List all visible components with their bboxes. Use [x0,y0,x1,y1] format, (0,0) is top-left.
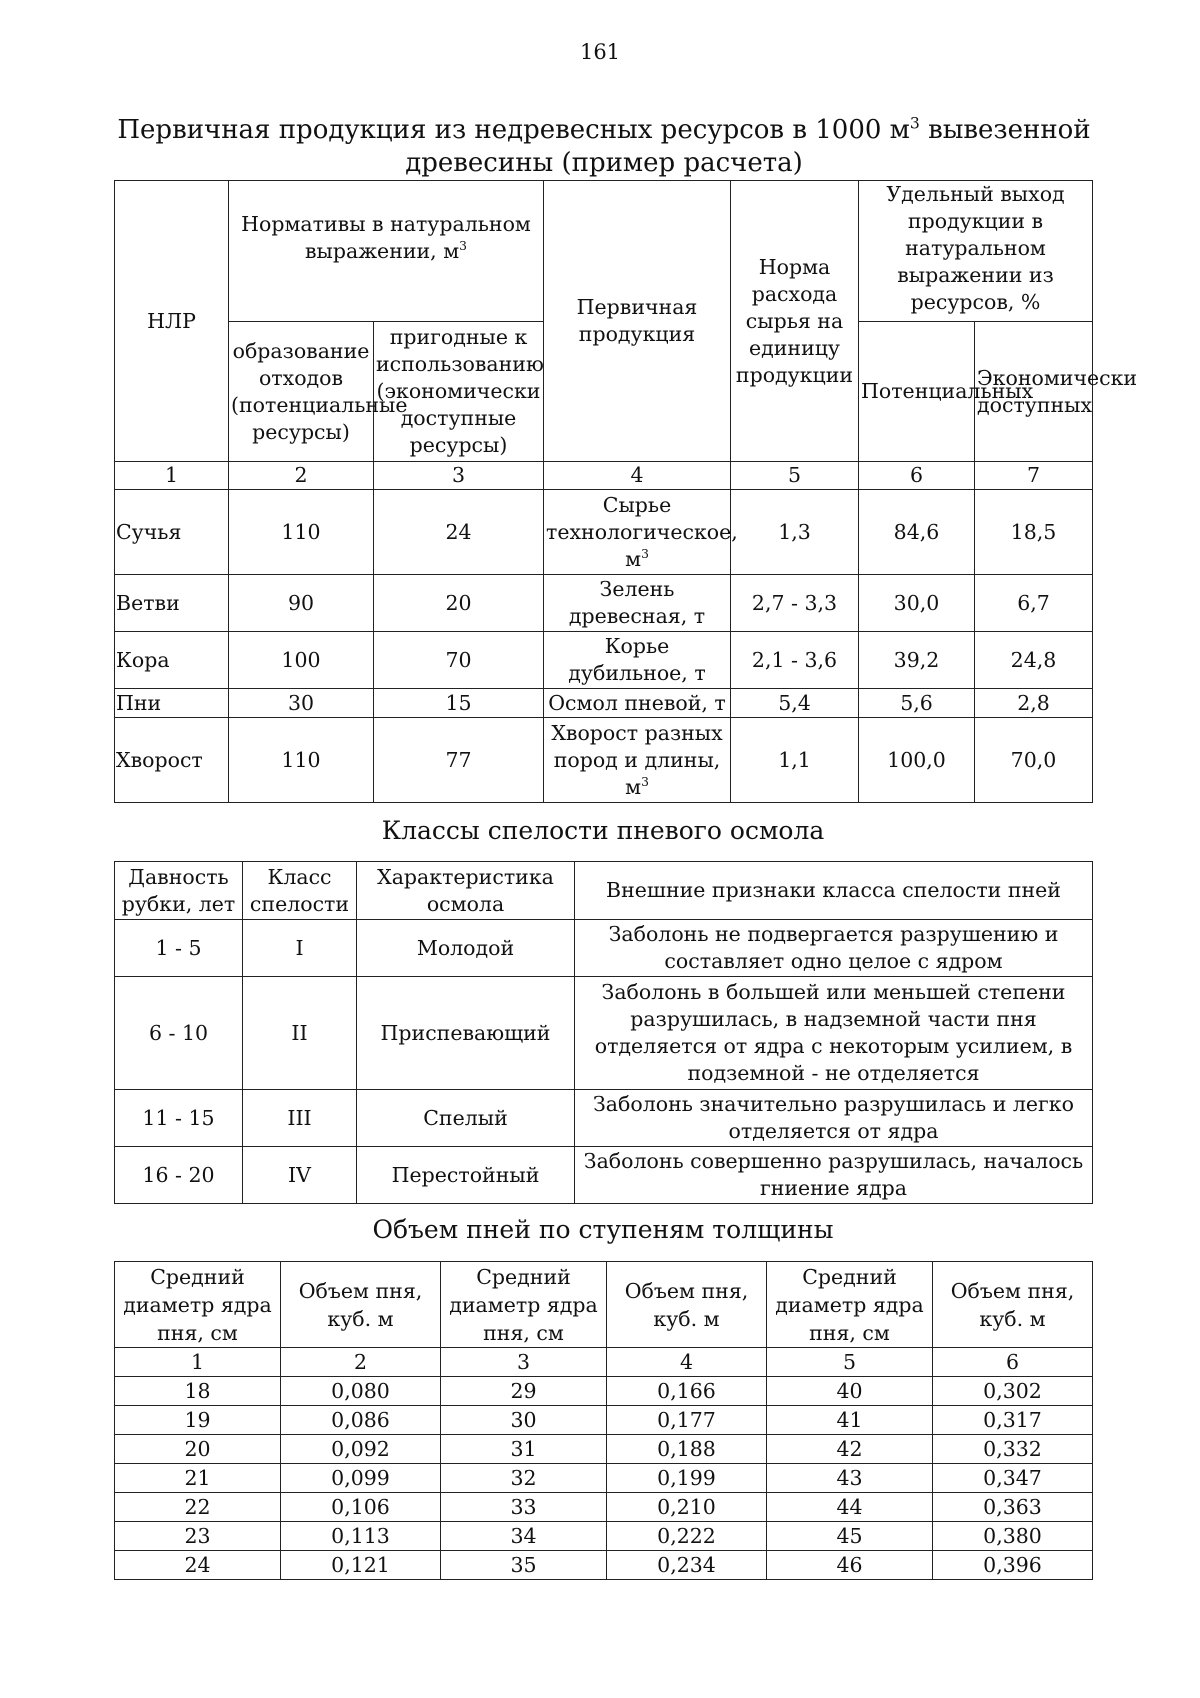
cell-volume: 0,210 [607,1493,767,1522]
table-row [115,490,1093,575]
cell-volume: 0,177 [607,1406,767,1435]
cell-economic: 2,8 [975,689,1093,718]
cell-signs: Заболонь не подвергается разрушению и составляет одно целое с ядром [575,920,1093,977]
cell-product-text: Хворост разных пород и длины, м [551,720,723,799]
table-row [115,575,1093,632]
table1-title [114,114,1094,180]
cell-volume: 0,380 [933,1522,1093,1551]
header-normatives-text: Нормативы в натуральном выражении, м [241,212,531,263]
header-economic: Экономически доступных [975,322,1093,462]
cell-diameter: 34 [441,1522,607,1551]
cell-volume: 0,092 [281,1435,441,1464]
cell-product: Осмол пневой, т [544,689,731,718]
cell-usable: 20 [374,575,544,632]
cell-characteristic: Приспевающий [357,977,575,1090]
table-row [115,1435,1093,1464]
cell-age: 6 - 10 [115,977,243,1090]
cell-volume: 0,113 [281,1522,441,1551]
cell-age: 16 - 20 [115,1147,243,1204]
cell-diameter: 33 [441,1493,607,1522]
cell-age: 1 - 5 [115,920,243,977]
maturity-classes-table [114,861,1093,1204]
cell-nlr: Сучья [115,490,229,575]
table-row [115,1464,1093,1493]
cell-economic: 24,8 [975,632,1093,689]
cell-volume: 0,363 [933,1493,1093,1522]
header-volume: Объем пня, куб. м [933,1262,1093,1348]
cell-rate: 1,1 [731,718,859,803]
cell-rate: 5,4 [731,689,859,718]
table-row [115,689,1093,718]
cell-volume: 0,121 [281,1551,441,1580]
header-waste: образование отходов (потенциальные ресурсы) [229,322,374,462]
cell-volume: 0,222 [607,1522,767,1551]
cell-diameter: 32 [441,1464,607,1493]
cell-diameter: 46 [767,1551,933,1580]
table-row [115,920,1093,977]
cell-characteristic: Перестойный [357,1147,575,1204]
table-row [115,1147,1093,1204]
cell-economic: 6,7 [975,575,1093,632]
cell-product: Зелень древесная, т [544,575,731,632]
cell-diameter: 45 [767,1522,933,1551]
table1-title-line1: Первичная продукция из недревесных ресурсов в 1000 м [117,115,910,145]
table-row [115,1377,1093,1406]
cell-usable: 77 [374,718,544,803]
cell-age: 11 - 15 [115,1090,243,1147]
cell-class: IV [243,1147,357,1204]
cell-volume: 0,317 [933,1406,1093,1435]
cell-class: III [243,1090,357,1147]
cell-volume: 0,099 [281,1464,441,1493]
table-row [115,1551,1093,1580]
page-number: 161 [579,40,621,64]
cell-waste: 100 [229,632,374,689]
cell-waste: 110 [229,718,374,803]
col-number: 1 [115,462,229,490]
table-row [115,1493,1093,1522]
cell-diameter: 40 [767,1377,933,1406]
stump-volume-body [115,1377,1093,1580]
cell-diameter: 20 [115,1435,281,1464]
cell-product: Корье дубильное, т [544,632,731,689]
cell-nlr: Ветви [115,575,229,632]
cell-volume: 0,347 [933,1464,1093,1493]
table3-title: Объем пней по ступеням толщины [372,1215,834,1244]
table-row [115,632,1093,689]
col-number: 1 [115,1348,281,1377]
cell-product-sup: 3 [641,774,649,789]
cell-class: II [243,977,357,1090]
header-normatives [229,181,544,322]
cell-waste: 90 [229,575,374,632]
table-row [115,977,1093,1090]
table-row [115,1406,1093,1435]
cell-diameter: 18 [115,1377,281,1406]
cell-nlr: Хворост [115,718,229,803]
table-row [115,718,1093,803]
cell-diameter: 35 [441,1551,607,1580]
cell-characteristic: Спелый [357,1090,575,1147]
table-row [115,1522,1093,1551]
col-number: 7 [975,462,1093,490]
header-yield: Удельный выход продукции в натуральном выражении из ресурсов, % [859,181,1093,322]
col-number: 4 [607,1348,767,1377]
cell-diameter: 23 [115,1522,281,1551]
cell-diameter: 44 [767,1493,933,1522]
title-superscript: 3 [909,114,920,133]
cell-signs: Заболонь значительно разрушилась и легко отделяется от ядра [575,1090,1093,1147]
cell-class: I [243,920,357,977]
cell-potential: 39,2 [859,632,975,689]
cell-diameter: 31 [441,1435,607,1464]
cell-volume: 0,234 [607,1551,767,1580]
cell-diameter: 41 [767,1406,933,1435]
cell-waste: 30 [229,689,374,718]
header-usable: пригодные к использованию (экономически доступные ресурсы) [374,322,544,462]
cell-economic: 18,5 [975,490,1093,575]
cell-diameter: 19 [115,1406,281,1435]
cell-diameter: 24 [115,1551,281,1580]
cell-nlr: Пни [115,689,229,718]
header-normatives-sup: 3 [459,239,467,254]
table-row [115,1090,1093,1147]
cell-volume: 0,080 [281,1377,441,1406]
cell-potential: 100,0 [859,718,975,803]
cell-diameter: 42 [767,1435,933,1464]
cell-rate: 2,7 - 3,3 [731,575,859,632]
header-product: Первичная продукция [544,181,731,462]
cell-nlr: Кора [115,632,229,689]
header-characteristic: Характеристика осмола [357,862,575,920]
cell-potential: 30,0 [859,575,975,632]
col-number: 5 [731,462,859,490]
cell-diameter: 22 [115,1493,281,1522]
header-volume: Объем пня, куб. м [281,1262,441,1348]
cell-usable: 70 [374,632,544,689]
cell-volume: 0,188 [607,1435,767,1464]
cell-rate: 1,3 [731,490,859,575]
table1-title-line1-end: вывезенной [919,115,1091,145]
cell-volume: 0,106 [281,1493,441,1522]
col-number: 2 [229,462,374,490]
cell-volume: 0,302 [933,1377,1093,1406]
col-number: 6 [933,1348,1093,1377]
header-rate: Норма расхода сырья на единицу продукции [731,181,859,462]
cell-diameter: 30 [441,1406,607,1435]
header-signs: Внешние признаки класса спелости пней [575,862,1093,920]
cell-product [544,718,731,803]
col-number: 3 [441,1348,607,1377]
cell-waste: 110 [229,490,374,575]
header-diameter: Средний диаметр ядра пня, см [115,1262,281,1348]
header-volume: Объем пня, куб. м [607,1262,767,1348]
col-number: 4 [544,462,731,490]
stump-volume-table [114,1261,1093,1580]
cell-signs: Заболонь в большей или меньшей степени разрушилась, в надземной части пня отделяется от ядра с некоторым усилием, в подземной - не отделяется [575,977,1093,1090]
cell-diameter: 29 [441,1377,607,1406]
col-number: 3 [374,462,544,490]
cell-usable: 15 [374,689,544,718]
cell-characteristic: Молодой [357,920,575,977]
col-number: 5 [767,1348,933,1377]
cell-volume: 0,332 [933,1435,1093,1464]
cell-rate: 2,1 - 3,6 [731,632,859,689]
cell-volume: 0,166 [607,1377,767,1406]
header-diameter: Средний диаметр ядра пня, см [767,1262,933,1348]
cell-potential: 84,6 [859,490,975,575]
cell-volume: 0,086 [281,1406,441,1435]
cell-volume: 0,396 [933,1551,1093,1580]
primary-production-table [114,180,1138,803]
header-potential: Потенциальных [859,322,975,462]
header-age: Давность рубки, лет [115,862,243,920]
header-diameter: Средний диаметр ядра пня, см [441,1262,607,1348]
col-number: 2 [281,1348,441,1377]
header-nlr: НЛР [115,181,229,462]
col-number: 6 [859,462,975,490]
cell-volume: 0,199 [607,1464,767,1493]
table2-title: Классы спелости пневого осмола [381,816,825,845]
cell-potential: 5,6 [859,689,975,718]
cell-usable: 24 [374,490,544,575]
cell-diameter: 21 [115,1464,281,1493]
cell-signs: Заболонь совершенно разрушилась, началось гниение ядра [575,1147,1093,1204]
cell-product-text: Сырье технологическое, м [546,492,738,571]
cell-product-sup: 3 [641,546,649,561]
cell-product [544,490,738,575]
cell-economic: 70,0 [975,718,1093,803]
header-class: Класс спелости [243,862,357,920]
table1-title-line2: древесины (пример расчета) [405,148,803,178]
cell-diameter: 43 [767,1464,933,1493]
